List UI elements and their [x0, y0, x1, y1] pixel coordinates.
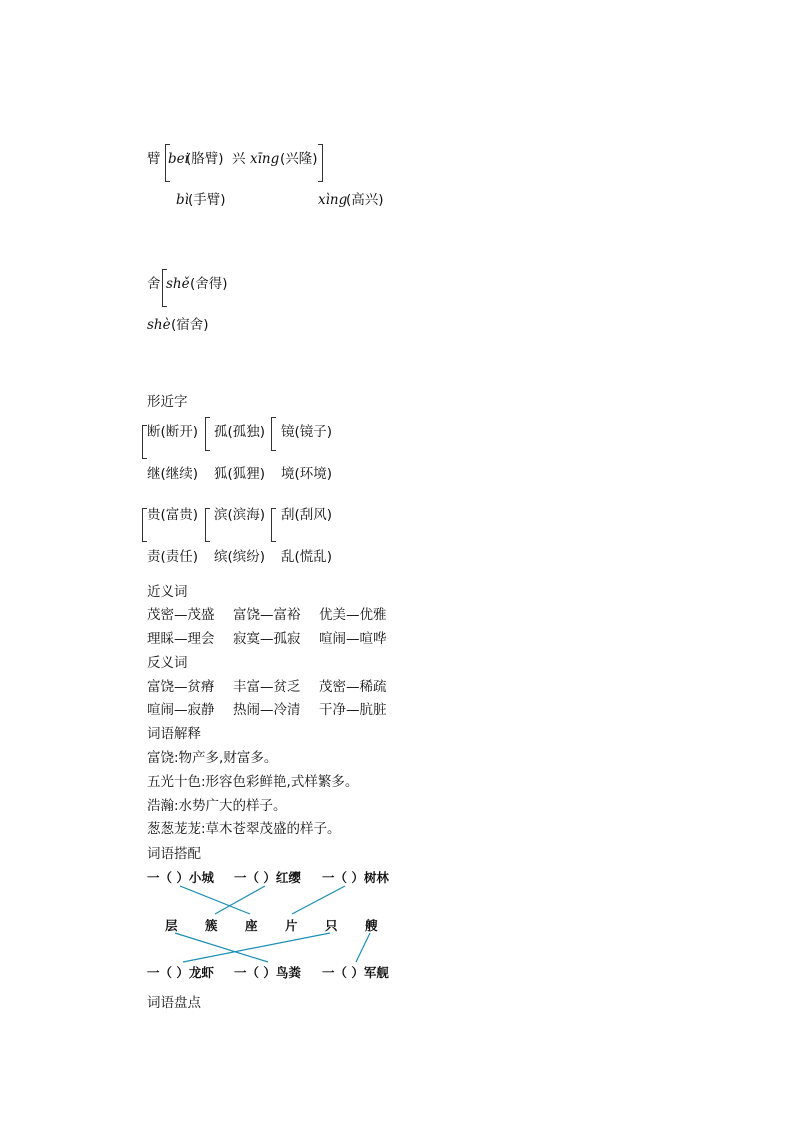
explanations-heading: 词语解释	[147, 726, 201, 742]
measure-word-zuo: 座	[245, 918, 258, 933]
similar-r1-c1: 断(断开)	[147, 424, 199, 440]
polyphone-char-she: 舍	[147, 276, 161, 292]
synonyms-heading: 近义词	[147, 584, 188, 600]
synonym-r2-c2: 寂寞—孤寂	[233, 631, 301, 647]
similar-heading: 形近字	[147, 394, 188, 410]
word-sushe: (宿舍)	[171, 317, 209, 333]
polyphone-char-bi: 臂	[147, 151, 161, 167]
measure-word-pian: 片	[285, 918, 298, 933]
similar-r3-c3: 刮(刮风)	[281, 507, 333, 523]
pinyin-bi: bì	[176, 192, 189, 208]
measure-word-cu: 簇	[205, 918, 218, 933]
synonym-r1-c2: 富饶—富裕	[233, 607, 301, 623]
polyphone-char-xing: 兴	[232, 151, 246, 167]
explanation-item: 浩瀚:水势广大的样子。	[147, 798, 287, 814]
matching-heading: 词语搭配	[147, 846, 201, 862]
pinyin-she-2: shè	[147, 317, 171, 333]
match-line-shulin-pian	[292, 886, 345, 914]
antonym-r1-c3: 茂密—稀疏	[319, 679, 387, 695]
pinyin-xing-1: xīng	[250, 151, 280, 167]
matching-top-2: 一（ ）红缨	[234, 870, 301, 885]
similar-r2-c3: 境(环境)	[281, 466, 333, 482]
explanation-item: 葱葱茏茏:草木苍翠茂盛的样子。	[147, 821, 341, 837]
measure-word-ceng: 层	[165, 918, 178, 933]
antonym-r2-c2: 热闹—冷清	[233, 702, 301, 718]
antonym-r2-c3: 干净—肮脏	[319, 702, 387, 718]
explanation-item: 五光十色:形容色彩鲜艳,式样繁多。	[147, 774, 359, 790]
word-shoubi: (手臂)	[188, 192, 226, 208]
similar-r4-c2: 缤(缤纷)	[214, 549, 266, 565]
similar-r1-c2: 孤(孤独)	[214, 424, 266, 440]
matching-bottom-2: 一（ ）鸟粪	[234, 965, 301, 980]
match-line-junjian-sou	[356, 933, 370, 962]
synonym-r2-c1: 理睬—理会	[147, 631, 215, 647]
matching-top-3: 一（ ）树林	[322, 870, 389, 885]
similar-r3-c2: 滨(滨海)	[214, 507, 266, 523]
pinyin-xing-2: xìng	[318, 192, 348, 208]
pinyin-she-1: shě	[166, 276, 190, 292]
word-gaoxing: (高兴)	[346, 192, 384, 208]
antonym-r1-c1: 富饶—贫瘠	[147, 679, 215, 695]
antonyms-heading: 反义词	[147, 655, 188, 671]
word-shede: (舍得)	[190, 276, 228, 292]
word-gebei: (胳臂)	[186, 151, 224, 167]
explanation-item: 富饶:物产多,财富多。	[147, 750, 278, 766]
word-xinglong: (兴隆)	[280, 151, 318, 167]
synonym-r2-c3: 喧闹—喧哗	[319, 631, 387, 647]
match-line-longxia-zhi	[183, 933, 330, 962]
antonym-r2-c1: 喧闹—寂静	[147, 702, 215, 718]
similar-r3-c1: 贵(富贵)	[147, 507, 199, 523]
measure-word-sou: 艘	[365, 918, 378, 933]
review-heading: 词语盘点	[147, 995, 201, 1011]
pinyin-bei: bei	[168, 151, 189, 167]
synonym-r1-c3: 优美—优雅	[319, 607, 387, 623]
similar-r4-c1: 责(责任)	[147, 549, 199, 565]
antonym-r1-c2: 丰富—贫乏	[233, 679, 301, 695]
synonym-r1-c1: 茂密—茂盛	[147, 607, 215, 623]
similar-r2-c2: 狐(狐狸)	[214, 466, 266, 482]
matching-bottom-3: 一（ ）军舰	[322, 965, 389, 980]
similar-r2-c1: 继(继续)	[147, 466, 199, 482]
measure-word-zhi: 只	[325, 918, 338, 933]
matching-top-1: 一（ ）小城	[147, 870, 214, 885]
similar-r4-c3: 乱(慌乱)	[281, 549, 333, 565]
matching-bottom-1: 一（ ）龙虾	[147, 965, 214, 980]
similar-r1-c3: 镜(镜子)	[281, 424, 333, 440]
